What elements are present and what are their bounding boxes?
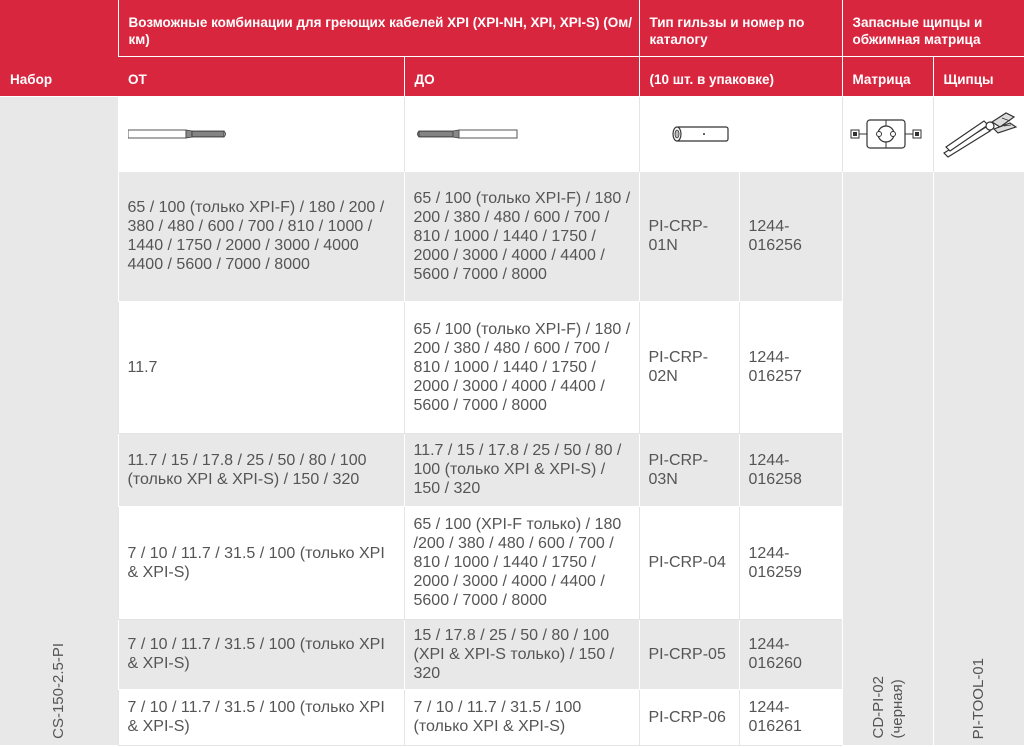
crimp-sleeve-icon	[670, 124, 734, 144]
header-matrix: Матрица	[842, 56, 933, 96]
header-from: ОТ	[118, 56, 404, 96]
matrix-label	[869, 666, 907, 745]
matrix-name: CD-PI-02	[869, 676, 887, 739]
row-6-sleeve: PI-CRP-06	[639, 689, 739, 745]
cable-to-icon-cell	[404, 96, 639, 172]
row-4-sleeve: PI-CRP-04	[639, 506, 739, 619]
row-1-from: 65 / 100 (только XPI-F) / 180 / 200 / 380 / 480 / 600 / 700 / 810 / 1000 / 1440 / 1750 / 2000 / 3000 / 4000 4400 / 5600 / 7000 / 8000	[118, 172, 404, 301]
pliers-name: PI-TOOL-01	[970, 657, 988, 739]
row-2-sleeve: PI-CRP-02N	[639, 301, 739, 433]
row-3-from: 11.7 / 15 / 17.8 / 25 / 50 / 80 / 100 (только XPI & XPI-S) / 150 / 320	[118, 433, 404, 506]
matrix-icon-cell	[842, 96, 933, 172]
row-2-from: 11.7	[118, 301, 404, 433]
row-3-catalog: 1244-016258	[739, 433, 842, 506]
cable-stripped-left-icon	[415, 126, 519, 142]
row-5-sleeve: PI-CRP-05	[639, 619, 739, 689]
row-4-from: 7 / 10 / 11.7 / 31.5 / 100 (только XPI & XPI-S)	[118, 506, 404, 619]
cable-from-icon-cell	[118, 96, 404, 172]
row-1-to: 65 / 100 (только XPI-F) / 180 / 200 / 380 / 480 / 600 / 700 / 810 / 1000 / 1440 / 1750 / 2000 / 3000 / 4000 / 4400 / 5600 / 7000 / 8000	[404, 172, 639, 301]
sleeve-icon-cell	[639, 96, 842, 172]
row-4-catalog: 1244-016259	[739, 506, 842, 619]
row-2-to: 65 / 100 (только XPI-F) / 180 / 200 / 380 / 480 / 600 / 700 / 810 / 1000 / 1440 / 1750 / 2000 / 3000 / 4000 / 4400 / 5600 / 7000 / 8000	[404, 301, 639, 433]
row-6-from: 7 / 10 / 11.7 / 31.5 / 100 (только XPI & XPI-S)	[118, 689, 404, 745]
row-1-sleeve: PI-CRP-01N	[639, 172, 739, 301]
header-set: Набор	[0, 0, 118, 96]
row-6-to: 7 / 10 / 11.7 / 31.5 / 100 (только XPI & XPI-S)	[404, 689, 639, 745]
header-sleeve-type: Тип гильзы и номер по каталогу	[639, 0, 842, 56]
matrix-cell	[842, 172, 933, 745]
cable-stripped-right-icon	[128, 126, 228, 142]
header-pliers: Щипцы	[933, 56, 1024, 96]
row-6-catalog: 1244-016261	[739, 689, 842, 745]
row-5-from: 7 / 10 / 11.7 / 31.5 / 100 (только XPI & XPI-S)	[118, 619, 404, 689]
row-3-sleeve: PI-CRP-03N	[639, 433, 739, 506]
row-5-catalog: 1244-016260	[739, 619, 842, 689]
row-1-catalog: 1244-016256	[739, 172, 842, 301]
header-combinations: Возможные комбинации для греющих кабелей XPI (XPI-NH, XPI, XPI-S) (Ом/км)	[118, 0, 639, 56]
header-spare-tools: Запасные щипцы и обжимная матрица	[842, 0, 1024, 56]
crimp-pliers-icon	[940, 109, 1020, 159]
set-cell	[0, 96, 118, 745]
row-5-to: 15 / 17.8 / 25 / 50 / 80 / 100 (XPI & XPI-S только) / 150 / 320	[404, 619, 639, 689]
matrix-color: (черная)	[888, 679, 906, 739]
row-3-to: 11.7 / 15 / 17.8 / 25 / 50 / 80 / 100 (только XPI & XPI-S) / 150 / 320	[404, 433, 639, 506]
set-name: CS-150-2.5-PI	[50, 643, 68, 739]
header-sleeve-pack: (10 шт. в упаковке)	[639, 56, 842, 96]
crimp-die-icon	[849, 117, 923, 151]
row-2-catalog: 1244-016257	[739, 301, 842, 433]
header-to: ДО	[404, 56, 639, 96]
pliers-icon-cell	[933, 96, 1024, 172]
pliers-cell	[933, 172, 1024, 745]
row-4-to: 65 / 100 (XPI-F только) / 180 /200 / 380 / 480 / 600 / 700 / 810 / 1000 / 1440 / 1750 / 2000 / 3000 / 4000 / 4400 / 5600 / 7000 / 8000	[404, 506, 639, 619]
